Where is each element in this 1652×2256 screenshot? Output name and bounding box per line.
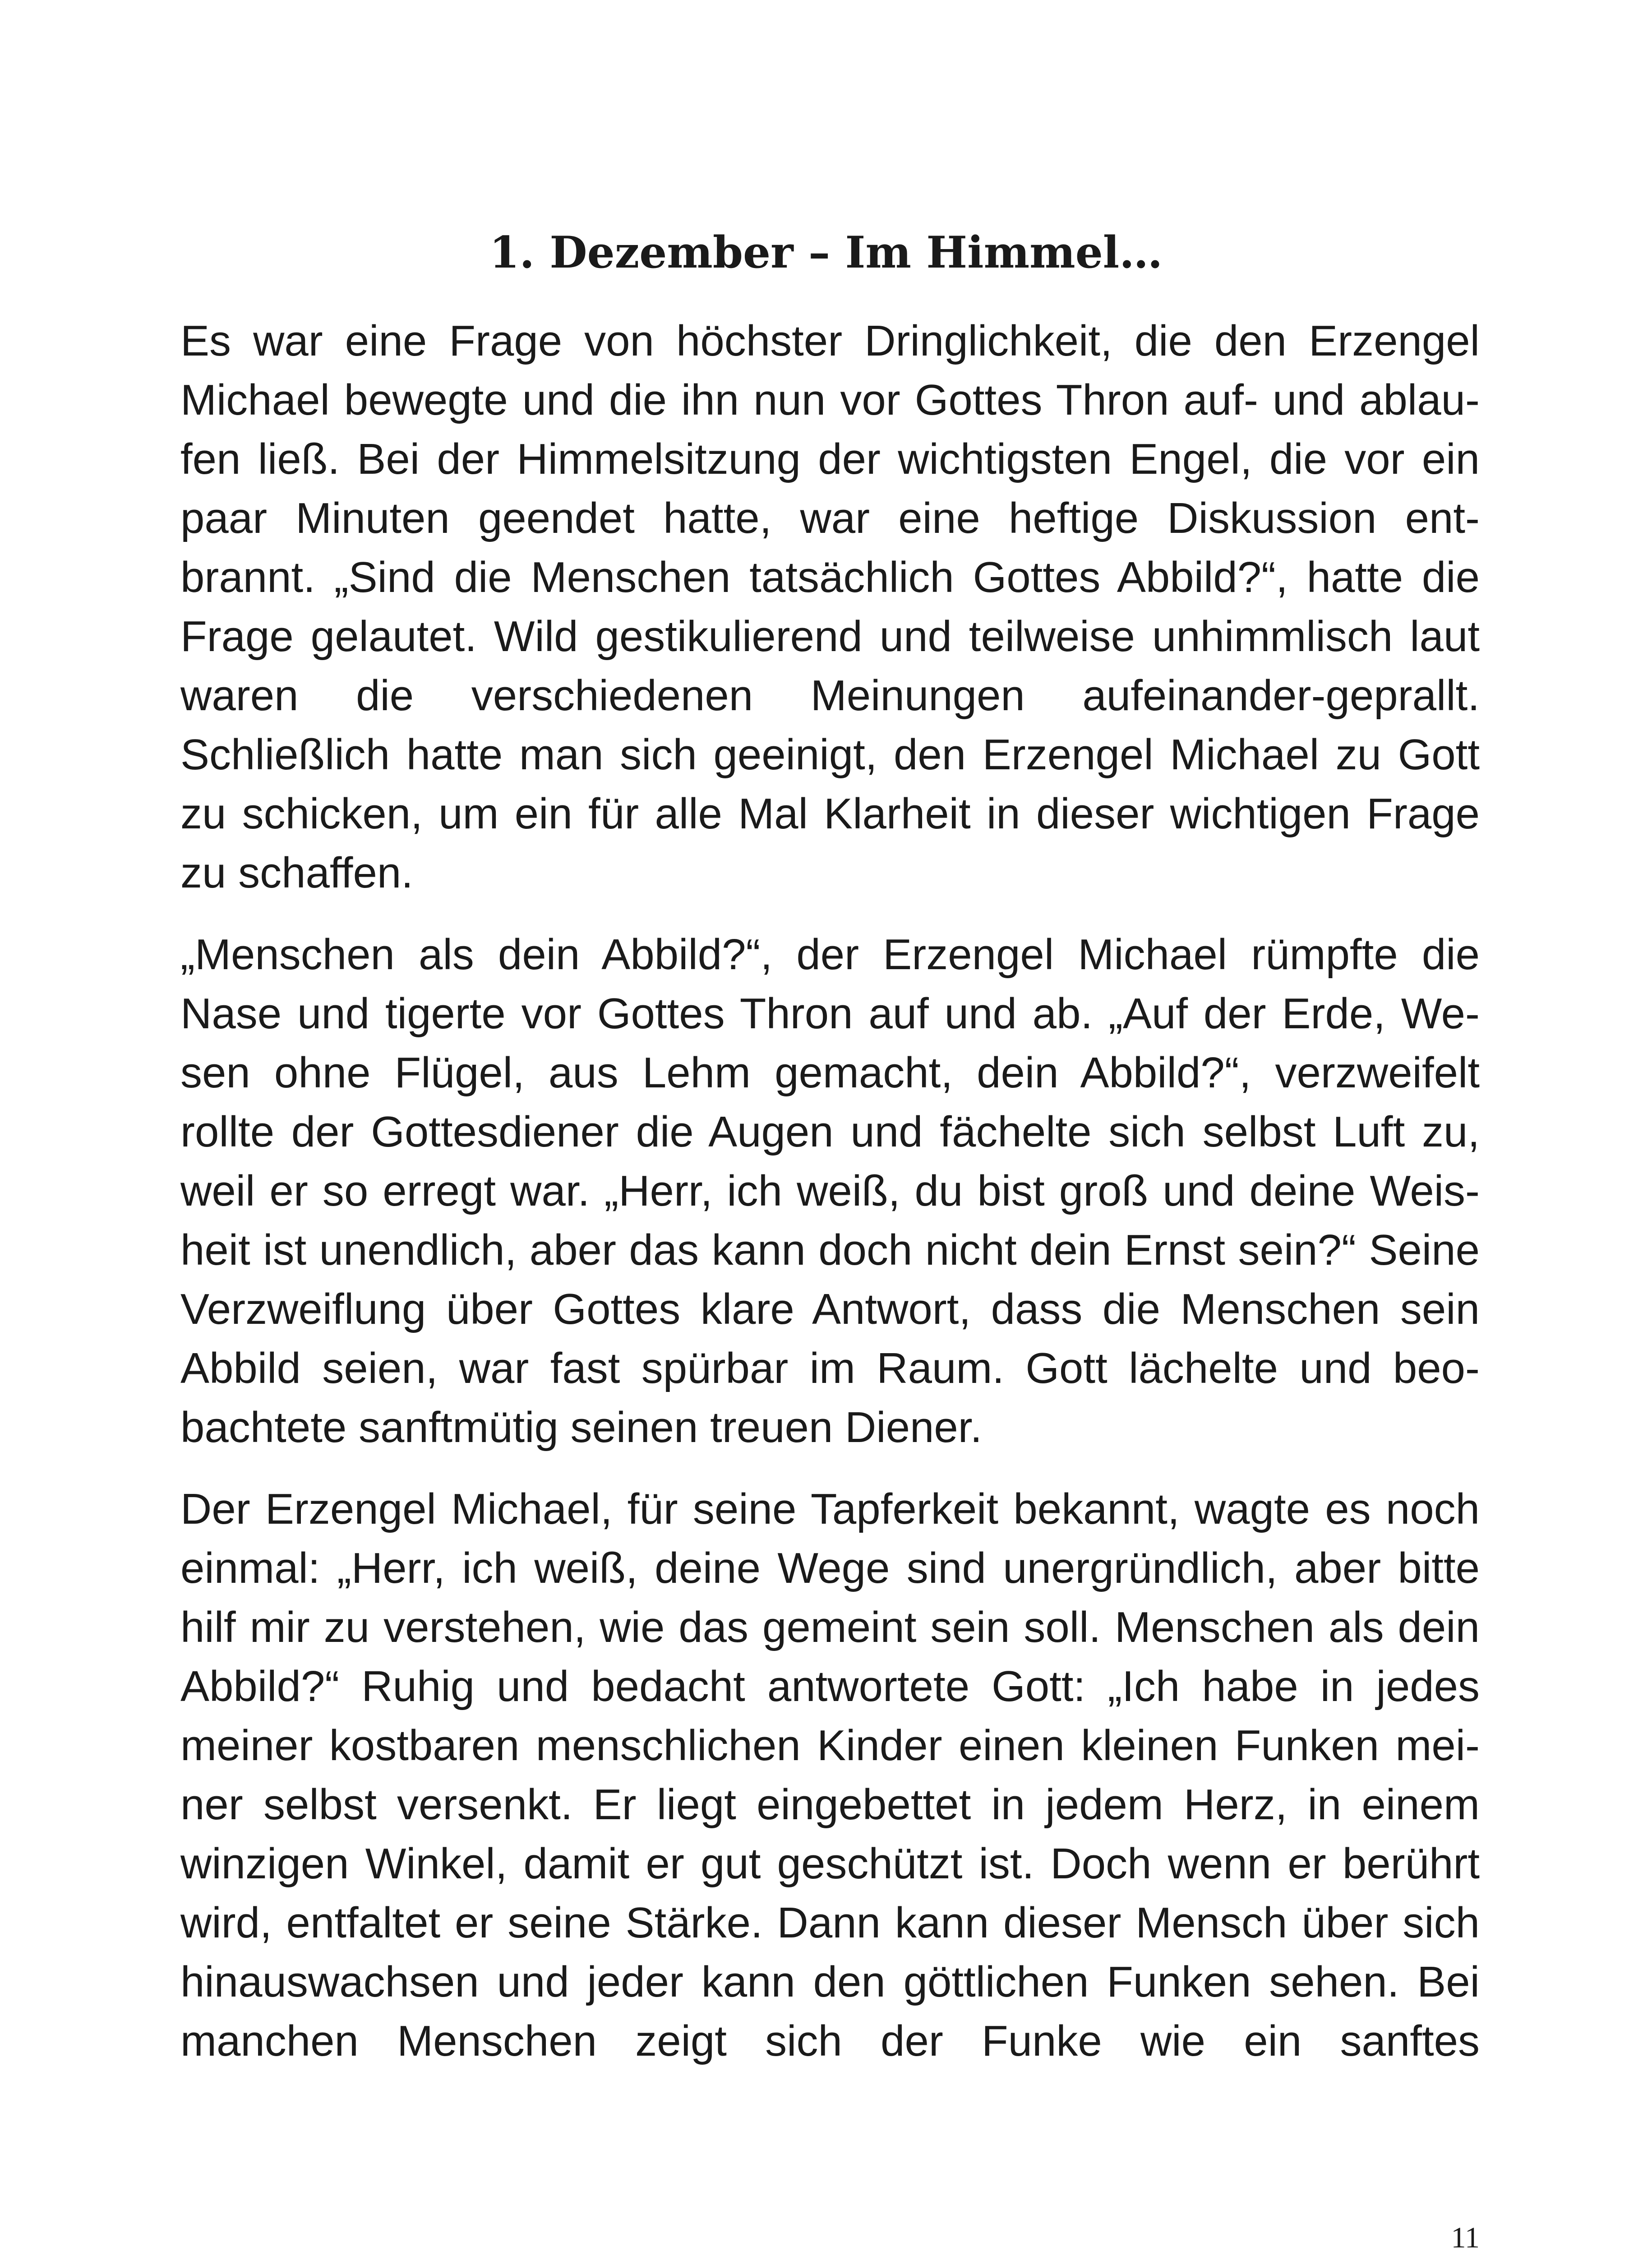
text-line: Abbild seien, war fast spürbar im Raum. Gott lächelte und beo- [180, 1344, 1480, 1392]
text-line: manchen Menschen zeigt sich der Funke wie ein sanftes [180, 2017, 1480, 2065]
paragraph-3 [180, 1479, 1480, 2071]
paragraph-1 [180, 311, 1480, 902]
text-line: fen ließ. Bei der Himmelsitzung der wichtigsten Engel, die vor ein [180, 435, 1480, 483]
text-line: zu schaffen. [180, 849, 413, 897]
paragraph-2 [180, 925, 1480, 1457]
text-line: einmal: „Herr, ich weiß, deine Wege sind unergründlich, aber bitte [180, 1544, 1480, 1592]
text-line: waren die verschiedenen Meinungen aufeinander-geprallt. [180, 671, 1480, 720]
text-line: hilf mir zu verstehen, wie das gemeint sein soll. Menschen als dein [180, 1603, 1480, 1651]
text-line: sen ohne Flügel, aus Lehm gemacht, dein Abbild?“, verzweifelt [180, 1049, 1480, 1097]
text-line: Frage gelautet. Wild gestikulierend und teilweise unhimmlisch laut [180, 612, 1480, 661]
text-line: bachtete sanftmütig seinen treuen Diener. [180, 1403, 983, 1452]
text-line: Schließlich hatte man sich geeinigt, den Erzengel Michael zu Gott [180, 730, 1480, 779]
chapter-title: 1. Dezember – Im Himmel… [489, 227, 1163, 278]
text-line: winzigen Winkel, damit er gut geschützt ist. Doch wenn er berührt [180, 1840, 1480, 1888]
body-text [180, 311, 1480, 2071]
text-line: brannt. „Sind die Menschen tatsächlich Gottes Abbild?“, hatte die [180, 553, 1480, 601]
text-line: Abbild?“ Ruhig und bedacht antwortete Gott: „Ich habe in jedes [180, 1662, 1480, 1710]
text-line: „Menschen als dein Abbild?“, der Erzengel Michael rümpfte die [180, 930, 1480, 979]
page-number: 11 [1451, 2221, 1480, 2254]
paragraph-spacer [180, 902, 1480, 925]
text-line: Verzweiflung über Gottes klare Antwort, dass die Menschen sein [180, 1285, 1480, 1333]
text-line: meiner kostbaren menschlichen Kinder einen kleinen Funken mei- [180, 1721, 1480, 1770]
text-line: heit ist unendlich, aber das kann doch nicht dein Ernst sein?“ Seine [180, 1226, 1480, 1274]
paragraph-spacer [180, 1457, 1480, 1479]
text-line: zu schicken, um ein für alle Mal Klarheit in dieser wichtigen Frage [180, 790, 1480, 838]
text-line: weil er so erregt war. „Herr, ich weiß, du bist groß und deine Weis- [180, 1167, 1480, 1215]
text-line: ner selbst versenkt. Er liegt eingebettet in jedem Herz, in einem [180, 1780, 1480, 1829]
text-line: paar Minuten geendet hatte, war eine heftige Diskussion ent- [180, 494, 1480, 542]
text-line: Nase und tigerte vor Gottes Thron auf und ab. „Auf der Erde, We- [180, 989, 1480, 1038]
text-line: rollte der Gottesdiener die Augen und fächelte sich selbst Luft zu, [180, 1108, 1480, 1156]
text-line: wird, entfaltet er seine Stärke. Dann kann dieser Mensch über sich [180, 1899, 1480, 1947]
text-line: Es war eine Frage von höchster Dringlichkeit, die den Erzengel [180, 317, 1480, 365]
text-line: Michael bewegte und die ihn nun vor Gottes Thron auf- und ablau- [180, 376, 1480, 424]
text-line: hinauswachsen und jeder kann den göttlichen Funken sehen. Bei [180, 1958, 1480, 2006]
text-line: Der Erzengel Michael, für seine Tapferkeit bekannt, wagte es noch [180, 1485, 1480, 1533]
